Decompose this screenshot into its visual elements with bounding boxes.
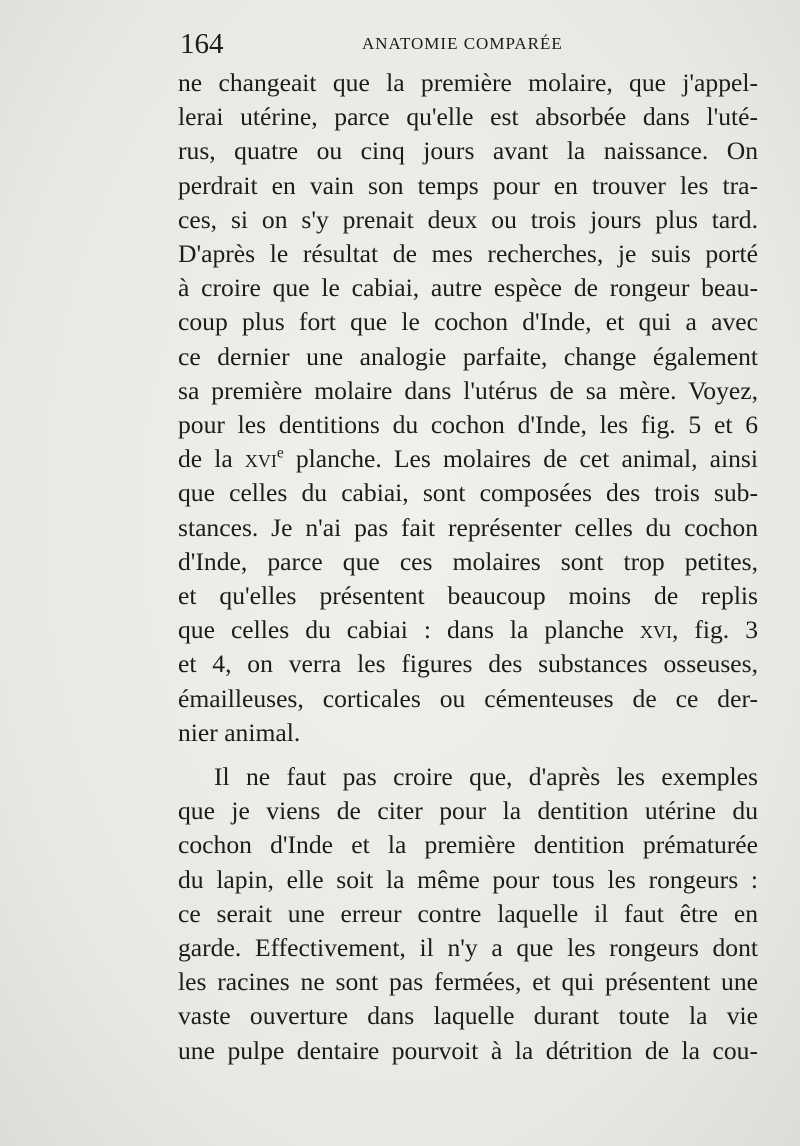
text-line: nier animal. — [178, 717, 301, 747]
text-line: lerai utérine, parce qu'elle est absorbée dans l'uté- — [178, 102, 758, 132]
text-line: pour les dentitions du cochon d'Inde, les fig. 5 et 6 — [178, 410, 758, 440]
text-line — [178, 442, 758, 476]
text-fragment: , fig. 3 — [671, 615, 758, 645]
paragraph-2 — [178, 760, 758, 1068]
text-line: que celles du cabiai, sont composées des trois sub- — [178, 478, 758, 508]
text-fragment: planche. Les molaires de cet animal, ainsi — [283, 444, 758, 474]
text-line: sa première molaire dans l'utérus de sa mère. Voyez, — [178, 375, 758, 405]
text-line: garde. Effectivement, il n'y a que les rongeurs dont — [178, 933, 758, 963]
text-line: stances. Je n'ai pas fait représenter celles du cochon — [178, 512, 758, 542]
text-line: d'Inde, parce que ces molaires sont trop petites, — [178, 546, 758, 576]
body-text — [178, 66, 758, 1068]
text-line: du lapin, elle soit la même pour tous les rongeurs : — [178, 864, 758, 894]
text-line: coup plus fort que le cochon d'Inde, et qui a avec — [178, 307, 758, 337]
text-line — [178, 613, 758, 647]
text-fragment: de la — [178, 444, 245, 474]
page-number: 164 — [180, 28, 224, 60]
superscript: e — [276, 444, 284, 462]
roman-numeral: xvi — [244, 444, 277, 474]
text-line: ces, si on s'y prenait deux ou trois jours plus tard. — [178, 204, 758, 234]
roman-numeral: xvi — [639, 615, 672, 645]
text-line: émailleuses, corticales ou cémenteuses de ce der- — [178, 683, 758, 713]
text-fragment: que celles du cabiai : dans la planche — [178, 615, 640, 645]
paragraph-1 — [178, 66, 758, 750]
text-line: rus, quatre ou cinq jours avant la naissance. On — [178, 136, 758, 166]
text-line: Il ne faut pas croire que, d'après les exemples — [214, 762, 758, 792]
text-line: une pulpe dentaire pourvoit à la détrition de la cou- — [178, 1035, 758, 1065]
running-title: ANATOMIE COMPARÉE — [362, 34, 563, 53]
text-line: perdrait en vain son temps pour en trouver les tra- — [178, 170, 758, 200]
text-line: et qu'elles présentent beaucoup moins de replis — [178, 581, 758, 611]
text-line: cochon d'Inde et la première dentition prématurée — [178, 830, 758, 860]
text-line: et 4, on verra les figures des substances osseuses, — [178, 649, 758, 679]
text-line: vaste ouverture dans laquelle durant toute la vie — [178, 1001, 758, 1031]
text-line: ne changeait que la première molaire, que j'appel- — [178, 68, 758, 97]
text-line: à croire que le cabiai, autre espèce de rongeur beau- — [178, 273, 758, 303]
text-line: les racines ne sont pas fermées, et qui présentent une — [178, 967, 758, 997]
text-line: D'après le résultat de mes recherches, je suis porté — [178, 239, 758, 269]
page-header — [180, 24, 760, 64]
text-line: ce dernier une analogie parfaite, change également — [178, 341, 758, 371]
text-line: que je viens de citer pour la dentition utérine du — [178, 796, 758, 826]
paragraph-gap — [178, 750, 758, 760]
text-line: ce serait une erreur contre laquelle il faut être en — [178, 898, 758, 928]
